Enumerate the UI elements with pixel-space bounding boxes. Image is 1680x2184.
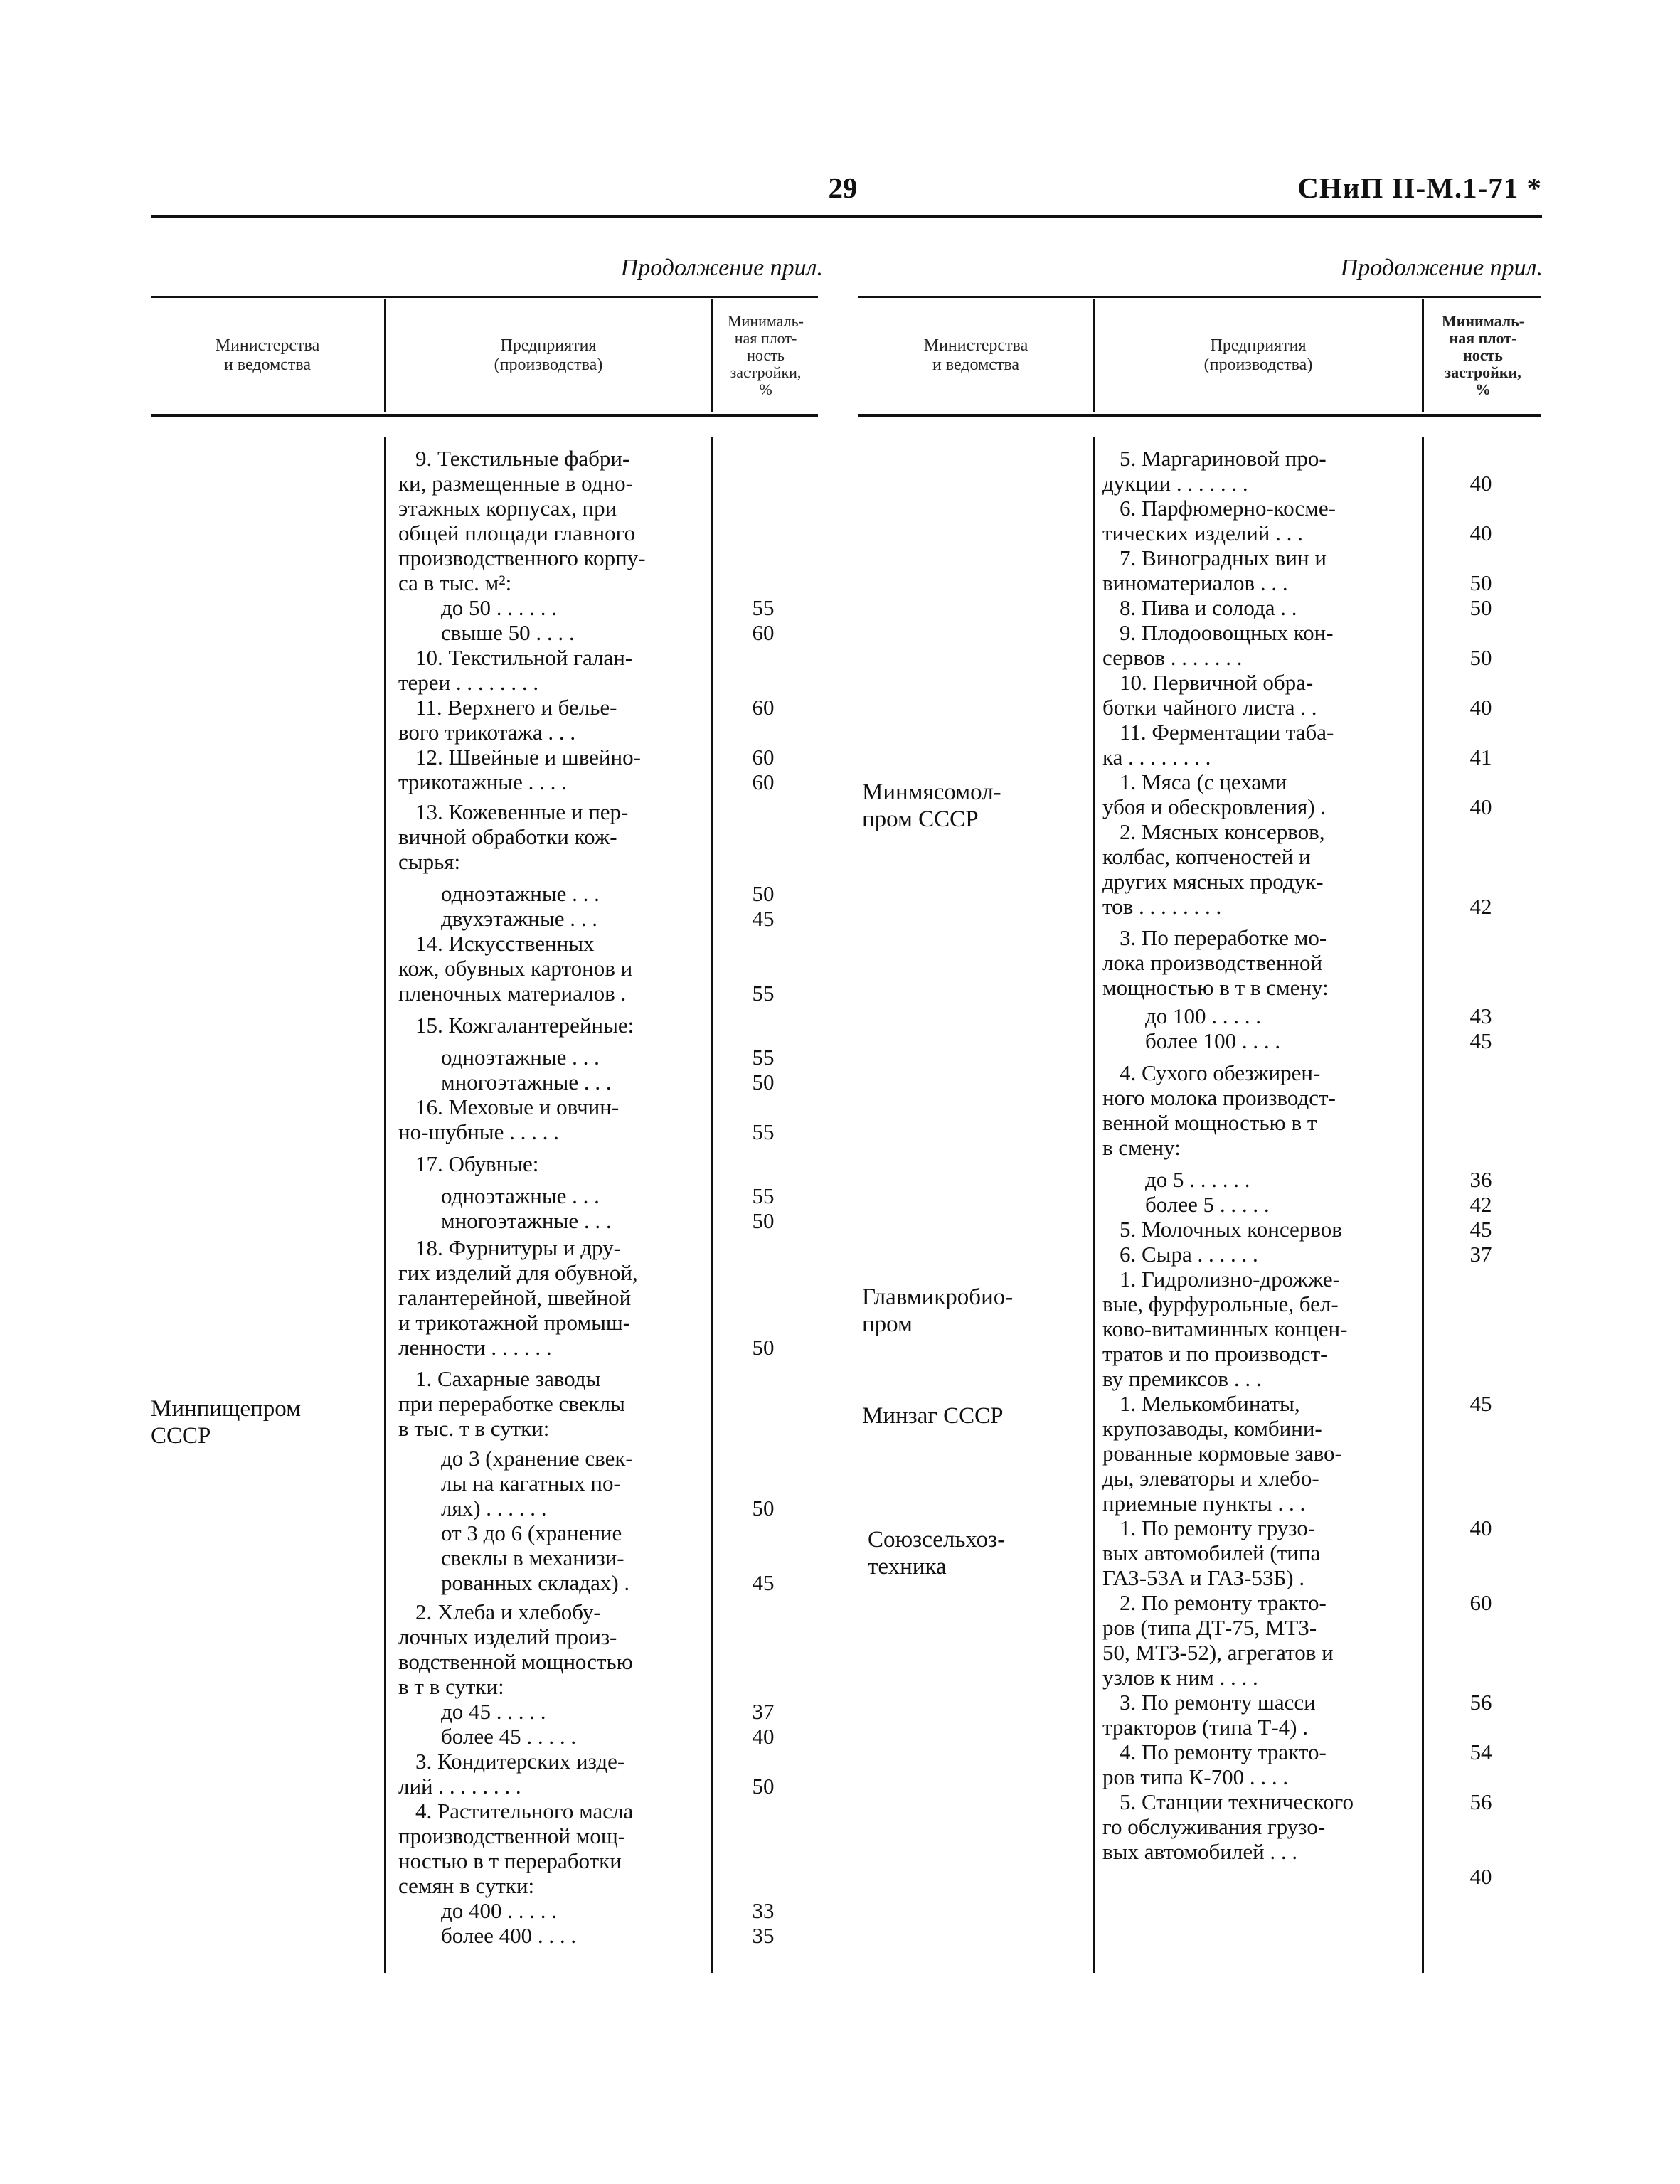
left-enterprise-line: более 400 . . . . (441, 1923, 577, 1948)
document-id: СНиП II-M.1-71 * (1297, 171, 1542, 204)
left-enterprise-line: при переработке свеклы (398, 1391, 625, 1416)
left-enterprise-line: вичной обработки кож- (398, 824, 617, 849)
right-enterprise-line: 2. Мясных консервов, (1120, 819, 1325, 844)
left-enterprise-line: пленочных материалов . (398, 981, 627, 1006)
left-enterprise-line: 18. Фурнитуры и дру- (415, 1235, 621, 1260)
left-enterprise-line: свеклы в механизи- (441, 1545, 624, 1570)
right-enterprise-line: венной мощностью в т (1102, 1110, 1317, 1135)
left-enterprise-line: одноэтажные . . . (441, 1045, 600, 1070)
header-rule (151, 215, 1542, 218)
left-density-value: 55 (752, 1183, 775, 1208)
right-density-value: 60 (1469, 1590, 1492, 1615)
left-density-value: 50 (752, 1496, 775, 1520)
right-enterprise-line: 5. Молочных консервов (1120, 1217, 1342, 1242)
left-density-value: 50 (752, 1335, 775, 1360)
left-enterprise-line: от 3 до 6 (хранение (441, 1520, 622, 1545)
left-enterprise-line: 9. Текстильные фабри- (415, 446, 630, 471)
ministry-minmyasomolprom: Минмясомол- пром СССР (862, 779, 1001, 832)
left-enterprise-line: 3. Кондитерских изде- (415, 1749, 625, 1774)
ministry-glavmikrobioprom: Главмикробио- пром (862, 1284, 1014, 1337)
left-table-top-rule (151, 296, 818, 298)
right-enterprise-line: вые, фурфурольные, бел- (1102, 1291, 1339, 1316)
left-enterprise-line: более 45 . . . . . (441, 1724, 577, 1749)
right-enterprise-line: в смену: (1102, 1135, 1181, 1160)
left-enterprise-line: лий . . . . . . . . (398, 1774, 521, 1799)
left-col-divider-1 (384, 299, 386, 412)
left-enterprise-line: 10. Текстильной галан- (415, 645, 633, 670)
right-enterprise-line: ного молока производст- (1102, 1085, 1336, 1110)
right-enterprise-line: ды, элеваторы и хлебо- (1102, 1466, 1319, 1491)
right-density-value: 40 (1469, 1864, 1492, 1889)
right-density-value: 56 (1469, 1690, 1492, 1715)
left-density-value: 50 (752, 1070, 775, 1094)
right-enterprise-line: виноматериалов . . . (1102, 570, 1288, 595)
left-density-value: 45 (752, 1570, 775, 1595)
right-enterprise-line: 5. Станции технического (1120, 1789, 1354, 1814)
left-density-value: 55 (752, 1045, 775, 1070)
left-enterprise-line: производственной мощ- (398, 1823, 626, 1848)
left-enterprise-line: лях) . . . . . . (441, 1496, 547, 1520)
right-enterprise-line: до 5 . . . . . . (1145, 1167, 1250, 1192)
right-enterprise-line: более 100 . . . . (1145, 1028, 1281, 1053)
right-enterprise-line: 7. Виноградных вин и (1120, 545, 1327, 570)
left-enterprise-line: и трикотажной промыш- (398, 1310, 631, 1335)
right-enterprise-line: рованные кормовые заво- (1102, 1441, 1342, 1466)
right-enterprise-line: 6. Сыра . . . . . . (1120, 1242, 1258, 1267)
left-density-value: 35 (752, 1923, 775, 1948)
left-enterprise-line: лы на кагатных по- (441, 1471, 621, 1496)
left-enterprise-line: но-шубные . . . . . (398, 1119, 559, 1144)
right-table-header-rule (858, 414, 1541, 417)
left-enterprise-line: лочных изделий произ- (398, 1624, 617, 1649)
left-enterprise-line: семян в сутки: (398, 1873, 535, 1898)
right-density-value: 45 (1469, 1217, 1492, 1242)
left-enterprise-line: 11. Верхнего и белье- (415, 695, 617, 720)
left-density-value: 60 (752, 695, 775, 720)
left-enterprise-line: кож, обувных картонов и (398, 956, 633, 981)
right-density-value: 36 (1469, 1167, 1492, 1192)
left-enterprise-line: 16. Меховые и овчин- (415, 1094, 620, 1119)
left-enterprise-line: многоэтажные . . . (441, 1070, 612, 1094)
right-col-divider-2 (1422, 299, 1424, 412)
left-density-value: 55 (752, 595, 775, 620)
left-enterprise-line: до 3 (хранение свек- (441, 1446, 633, 1471)
right-enterprise-line: мощностью в т в смену: (1102, 975, 1329, 1000)
right-density-value: 37 (1469, 1242, 1492, 1267)
left-density-value: 60 (752, 620, 775, 645)
right-density-value: 43 (1469, 1003, 1492, 1028)
left-density-value: 60 (752, 745, 775, 769)
right-density-value: 40 (1469, 695, 1492, 720)
right-density-value: 45 (1469, 1028, 1492, 1053)
right-enterprise-line: убоя и обескровления) . (1102, 794, 1327, 819)
left-density-value: 55 (752, 1119, 775, 1144)
left-enterprise-line: 4. Растительного масла (415, 1799, 634, 1823)
left-enterprise-line: одноэтажные . . . (441, 1183, 600, 1208)
right-enterprise-line: 11. Ферментации таба- (1120, 720, 1334, 745)
left-density-value: 45 (752, 906, 775, 931)
right-density-value: 45 (1469, 1391, 1492, 1416)
right-enterprise-line: крупозаводы, комбини- (1102, 1416, 1322, 1441)
right-density-value: 50 (1469, 570, 1492, 595)
left-header-enterprise: Предприятия (производства) (494, 336, 603, 374)
left-enterprise-line: 2. Хлеба и хлебобу- (415, 1599, 601, 1624)
left-enterprise-line: 12. Швейные и швейно- (415, 745, 641, 769)
right-density-value: 40 (1469, 471, 1492, 496)
left-enterprise-line: водственной мощностью (398, 1649, 633, 1674)
left-header-ministry: Министерства и ведомства (215, 336, 320, 374)
right-table-top-rule (858, 296, 1541, 298)
right-density-value: 40 (1469, 521, 1492, 545)
right-enterprise-line: тов . . . . . . . . (1102, 894, 1222, 919)
right-enterprise-line: приемные пункты . . . (1102, 1491, 1306, 1516)
right-enterprise-line: ров типа К-700 . . . . (1102, 1764, 1289, 1789)
left-enterprise-line: гих изделий для обувной, (398, 1260, 638, 1285)
right-enterprise-line: ров (типа ДТ-75, МТЗ- (1102, 1615, 1317, 1640)
right-density-value: 40 (1469, 1516, 1492, 1540)
right-enterprise-line: лока производственной (1102, 950, 1323, 975)
left-enterprise-line: до 50 . . . . . . (441, 595, 558, 620)
right-density-value: 50 (1469, 595, 1492, 620)
right-enterprise-line: узлов к ним . . . . (1102, 1665, 1258, 1690)
left-density-value: 60 (752, 769, 775, 794)
left-enterprise-line: свыше 50 . . . . (441, 620, 575, 645)
right-density-value: 42 (1469, 894, 1492, 919)
right-enterprise-line: ково-витаминных концен- (1102, 1316, 1348, 1341)
right-enterprise-line: 3. По переработке мо- (1120, 925, 1327, 950)
continuation-label-right: Продолжение прил. (1340, 255, 1543, 281)
right-density-value: 42 (1469, 1192, 1492, 1217)
left-density-value: 40 (752, 1724, 775, 1749)
continuation-label-left: Продолжение прил. (620, 255, 823, 281)
left-enterprise-line: ностью в т переработки (398, 1848, 622, 1873)
left-table-header-rule (151, 414, 818, 417)
right-enterprise-line: тратов и по производст- (1102, 1341, 1328, 1366)
right-enterprise-line: колбас, копченостей и (1102, 844, 1311, 869)
right-enterprise-line: ГАЗ-53А и ГАЗ-53Б) . (1102, 1565, 1305, 1590)
right-enterprise-line: го обслуживания грузо- (1102, 1814, 1326, 1839)
left-col-divider-2 (711, 299, 713, 412)
right-header-ministry: Министерства и ведомства (923, 336, 1028, 374)
left-col-divider-1b (384, 437, 386, 1973)
left-enterprise-line: са в тыс. м²: (398, 570, 512, 595)
left-header-density: Минималь- ная плот- ность застройки, % (728, 312, 804, 398)
left-enterprise-line: сырья: (398, 849, 461, 874)
right-col-divider-1b (1093, 437, 1095, 1973)
right-density-value: 40 (1469, 794, 1492, 819)
left-enterprise-line: трикотажные . . . . (398, 769, 567, 794)
right-enterprise-line: тических изделий . . . (1102, 521, 1303, 545)
right-enterprise-line: сервов . . . . . . . (1102, 645, 1243, 670)
right-enterprise-line: 1. По ремонту грузо- (1120, 1516, 1316, 1540)
right-enterprise-line: дукции . . . . . . . (1102, 471, 1248, 496)
ministry-soyuzselkhoztekhnika: Союзсельхоз- техника (868, 1527, 1006, 1580)
left-enterprise-line: ленности . . . . . . (398, 1335, 552, 1360)
right-enterprise-line: более 5 . . . . . (1145, 1192, 1270, 1217)
right-enterprise-line: до 100 . . . . . (1145, 1003, 1262, 1028)
right-enterprise-line: ву премиксов . . . (1102, 1366, 1262, 1391)
right-enterprise-line: ботки чайного листа . . (1102, 695, 1317, 720)
right-enterprise-line: 10. Первичной обра- (1120, 670, 1314, 695)
left-density-value: 50 (752, 1774, 775, 1799)
right-enterprise-line: 1. Мелькомбинаты, (1120, 1391, 1300, 1416)
right-density-value: 50 (1469, 645, 1492, 670)
left-enterprise-line: вого трикотажа . . . (398, 720, 576, 745)
left-enterprise-line: тереи . . . . . . . . (398, 670, 539, 695)
left-enterprise-line: до 400 . . . . . (441, 1898, 558, 1923)
right-enterprise-line: 50, МТЗ-52), агрегатов и (1102, 1640, 1334, 1665)
right-density-value: 56 (1469, 1789, 1492, 1814)
right-enterprise-line: 9. Плодоовощных кон- (1120, 620, 1334, 645)
left-enterprise-line: одноэтажные . . . (441, 881, 600, 906)
right-enterprise-line: 3. По ремонту шасси (1120, 1690, 1316, 1715)
left-enterprise-line: многоэтажные . . . (441, 1208, 612, 1233)
right-enterprise-line: 1. Мяса (с цехами (1120, 769, 1287, 794)
ministry-minzag: Минзаг СССР (862, 1403, 1004, 1429)
ministry-minpishcheprom: Минпищепром СССР (151, 1396, 301, 1449)
right-enterprise-line: 4. Сухого обезжирен- (1120, 1060, 1321, 1085)
left-enterprise-line: в тыс. т в сутки: (398, 1416, 550, 1441)
right-enterprise-line: 1. Гидролизно-дрожже- (1120, 1267, 1340, 1291)
left-enterprise-line: этажных корпусах, при (398, 496, 617, 521)
left-enterprise-line: ки, размещенные в одно- (398, 471, 633, 496)
left-enterprise-line: двухэтажные . . . (441, 906, 598, 931)
left-enterprise-line: производственного корпу- (398, 545, 646, 570)
left-density-value: 37 (752, 1699, 775, 1724)
right-enterprise-line: 2. По ремонту тракто- (1120, 1590, 1327, 1615)
left-density-value: 50 (752, 881, 775, 906)
left-enterprise-line: 1. Сахарные заводы (415, 1366, 601, 1391)
left-enterprise-line: 13. Кожевенные и пер- (415, 799, 629, 824)
right-enterprise-line: 8. Пива и солода . . (1120, 595, 1297, 620)
right-enterprise-line: 6. Парфюмерно-косме- (1120, 496, 1336, 521)
left-enterprise-line: в т в сутки: (398, 1674, 504, 1699)
left-density-value: 55 (752, 981, 775, 1006)
right-enterprise-line: 4. По ремонту тракто- (1120, 1740, 1327, 1764)
right-density-value: 41 (1469, 745, 1492, 769)
right-header-density: Минималь- ная плот- ность застройки, % (1441, 312, 1525, 398)
right-header-enterprise: Предприятия (производства) (1203, 336, 1313, 374)
left-density-value: 50 (752, 1208, 775, 1233)
right-col-divider-1 (1093, 299, 1095, 412)
left-enterprise-line: рованных складах) . (441, 1570, 630, 1595)
right-enterprise-line: ка . . . . . . . . (1102, 745, 1211, 769)
right-enterprise-line: 5. Маргариновой про- (1120, 446, 1327, 471)
page-number: 29 (828, 171, 858, 204)
right-enterprise-line: тракторов (типа Т-4) . (1102, 1715, 1309, 1740)
right-density-value: 54 (1469, 1740, 1492, 1764)
left-enterprise-line: 17. Обувные: (415, 1151, 539, 1176)
right-enterprise-line: вых автомобилей . . . (1102, 1839, 1298, 1864)
left-enterprise-line: до 45 . . . . . (441, 1699, 546, 1724)
left-enterprise-line: общей площади главного (398, 521, 636, 545)
left-density-value: 33 (752, 1898, 775, 1923)
right-enterprise-line: вых автомобилей (типа (1102, 1540, 1321, 1565)
left-enterprise-line: 15. Кожгалантерейные: (415, 1013, 634, 1038)
left-enterprise-line: 14. Искусственных (415, 931, 595, 956)
right-enterprise-line: других мясных продук- (1102, 869, 1324, 894)
left-enterprise-line: галантерейной, швейной (398, 1285, 632, 1310)
